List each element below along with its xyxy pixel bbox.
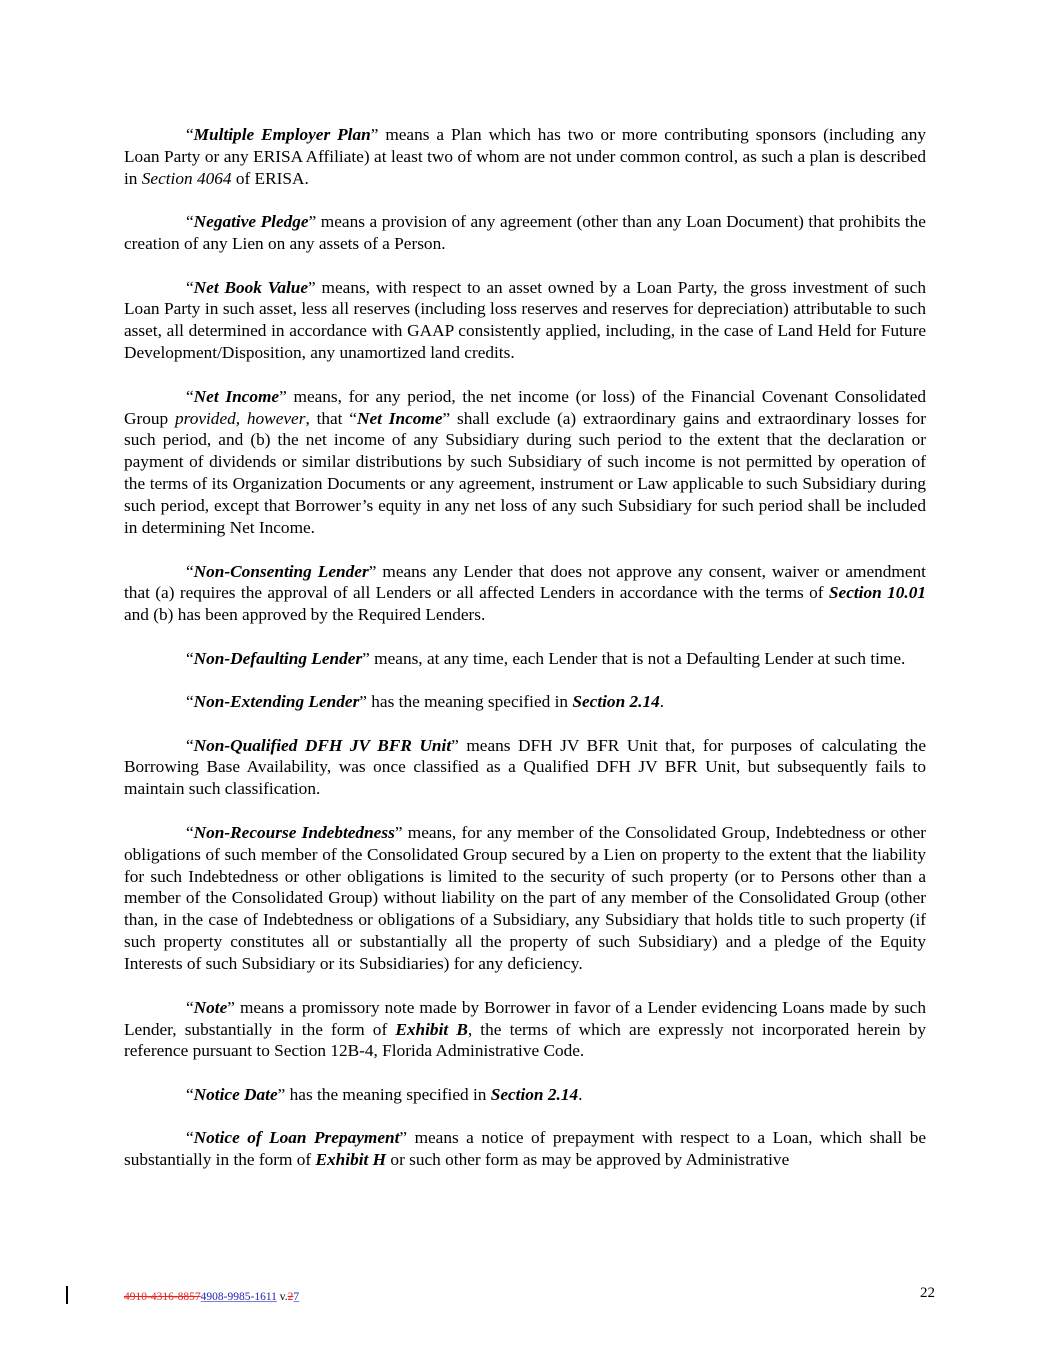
inserted-version: 7 (293, 1291, 300, 1303)
definition-text: means any Lender that does not approve any consent, waiver or amendment that (a) requires the approval of all Lenders or all affected Lenders in accordance with the terms of (124, 561, 926, 603)
defined-term: Notice Date (193, 1084, 278, 1104)
defined-term: Net Income (193, 386, 280, 406)
definition-text: means, for any period, the net income (or loss) of the Financial Covenant Consolidated Group (124, 386, 927, 428)
defined-term: Non-Consenting Lender (193, 561, 369, 581)
definition-text: , that “ (305, 408, 357, 428)
section-reference: Section 2.14 (572, 692, 660, 712)
definition-paragraph: “Non-Defaulting Lender” means, at any time, each Lender that is not a Defaulting Lender at such time. (186, 648, 906, 668)
definition-text: of ERISA. (231, 168, 309, 188)
page-number: 22 (920, 1285, 935, 1301)
italic-reference: Section 4064 (141, 168, 232, 188)
definition-text: means a Plan which has two or more contributing sponsors (including any Loan Party or any ERISA Affiliate) at least two of whom are not under common control, as such a plan is described in (124, 125, 927, 188)
defined-term: Net Book Value (193, 277, 309, 297)
document-id-footer (124, 1291, 299, 1303)
definition-paragraph: “Non-Consenting Lender” means any Lender that does not approve any consent, waiver or amendment that (a) requires the approval of all Lenders or all affected Lenders in accordance with the terms of Section 10.01 and (b) has been approved by the Required Lenders. (124, 561, 926, 625)
defined-term: Non-Defaulting Lender (193, 648, 363, 668)
definition-text: means a notice of prepayment with respect to a Loan, which shall be substantially in the form of (124, 1128, 927, 1170)
italic-reference: provided, however (174, 408, 306, 428)
definition-text: means a provision of any agreement (other than any Loan Document) that prohibits the creation of any Lien on any assets of a Person. (124, 212, 926, 254)
section-reference: Section 10.01 (828, 583, 926, 603)
definition-text: means, at any time, each Lender that is not a Defaulting Lender at such time. (369, 648, 906, 668)
defined-term: Note (193, 997, 228, 1017)
definition-paragraph: “Net Book Value” means, with respect to an asset owned by a Loan Party, the gross investment of such Loan Party in such asset, less all reserves (including loss reserves and reserves for depreciation) attributable to such asset, all determined in accordance with GAAP consistently applied, including, in the case of Land Held for Future Development/Disposition, any unamortized land credits. (124, 277, 926, 363)
definition-text: means, for any member of the Consolidated Group, Indebtedness or other obligations of such member of the Consolidated Group secured by a Lien on property to the extent that the liability for such Indebtedness or other obligations is limited to the security of such property (or to Persons other than a member of the Consolidated Group) without liability on the part of any member of the Consolidated Group (other than, in the case of Indebtedness or obligations of a Subsidiary, any Subsidiary that holds title to such property (if such property constitutes all or substantially all the property of such Subsidiary) and a pledge of the Equity Interests of such Subsidiary or its Subsidiaries) for any deficiency. (124, 822, 926, 974)
defined-term: Non-Recourse Indebtedness (193, 822, 395, 842)
definition-text: means DFH JV BFR Unit that, for purposes of calculating the Borrowing Base Availability, was once classified as a Qualified DFH JV BFR Unit, but subsequently fails to maintain such classification. (124, 735, 926, 799)
definition-text: , the terms of which are expressly not incorporated herein by reference pursuant to Section 12B-4, Florida Administrative Code. (124, 1019, 926, 1061)
definition-paragraph: “Notice of Loan Prepayment” means a notice of prepayment with respect to a Loan, which shall be substantially in the form of Exhibit H or such other form as may be approved by Administrative (124, 1128, 927, 1170)
section-reference: Exhibit B (395, 1019, 468, 1039)
definition-text: has the meaning specified in (285, 1084, 491, 1104)
definition-paragraph: “Non-Qualified DFH JV BFR Unit” means DFH JV BFR Unit that, for purposes of calculating the Borrowing Base Availability, was once classified as a Qualified DFH JV BFR Unit, but subsequently fails to maintain such classification. (124, 735, 926, 799)
definition-text: . (659, 692, 665, 712)
section-reference: Net Income (356, 408, 443, 428)
definition-text: has the meaning specified in (366, 692, 573, 712)
definition-text: means a promissory note made by Borrower in favor of a Lender evidencing Loans made by such Lender, substantially in the form of (124, 997, 926, 1039)
definition-paragraph: “Negative Pledge” means a provision of any agreement (other than any Loan Document) that prohibits the creation of any Lien on any assets of a Person. (124, 212, 926, 254)
deleted-doc-id: 4910-4316-8857 (124, 1291, 201, 1303)
deleted-version: 2 (287, 1291, 294, 1303)
section-reference: Exhibit H (315, 1150, 387, 1170)
definition-paragraph: “Note” means a promissory note made by Borrower in favor of a Lender evidencing Loans made by such Lender, substantially in the form of Exhibit B, the terms of which are expressly not incorporated herein by reference pursuant to Section 12B-4, Florida Administrative Code. (124, 997, 926, 1061)
section-reference: Section 2.14 (490, 1084, 579, 1104)
defined-term: Negative Pledge (193, 212, 309, 232)
change-bar (66, 1286, 68, 1304)
defined-term: Non-Qualified DFH JV BFR Unit (193, 735, 452, 755)
version-prefix: v. (276, 1291, 288, 1303)
definition-paragraph: “Multiple Employer Plan” means a Plan which has two or more contributing sponsors (including any Loan Party or any ERISA Affiliate) at least two of whom are not under common control, as such a plan is described in Section 4064 of ERISA. (124, 125, 927, 188)
definition-text: means, with respect to an asset owned by a Loan Party, the gross investment of such Loan Party in such asset, less all reserves (including loss reserves and reserves for depreciation) attributable to such asset, all determined in accordance with GAAP consistently applied, including, in the case of Land Held for Future Development/Disposition, any unamortized land credits. (124, 277, 926, 363)
definition-paragraph: “Non-Recourse Indebtedness” means, for any member of the Consolidated Group, Indebtedness or other obligations of such member of the Consolidated Group secured by a Lien on property to the extent that the liability for such Indebtedness or other obligations is limited to the security of such property (or to Persons other than a member of the Consolidated Group) without liability on the part of any member of the Consolidated Group (other than, in the case of Indebtedness or obligations of a Subsidiary, any Subsidiary that holds title to such property (if such property constitutes all or substantially all the property of such Subsidiary) and a pledge of the Equity Interests of such Subsidiary or its Subsidiaries) for any deficiency. (124, 822, 926, 974)
definition-paragraph: “Net Income” means, for any period, the net income (or loss) of the Financial Covenant Consolidated Group provided, however, that “Net Income” shall exclude (a) extraordinary gains and extraordinary losses for such period, and (b) the net income of any Subsidiary during such period to the extent that the declaration or payment of dividends or similar distributions by such Subsidiary of such income is not permitted by operation of the terms of its Organization Documents or any agreement, instrument or Law applicable to such Subsidiary during such period, except that Borrower’s equity in any net loss of any such Subsidiary for such period shall be included in determining Net Income. (124, 386, 927, 538)
document-body (124, 124, 926, 1193)
defined-term: Notice of Loan Prepayment (193, 1128, 400, 1148)
definition-text: or such other form as may be approved by Administrative (386, 1150, 790, 1170)
inserted-doc-id: 4908-9985-1611 (200, 1291, 277, 1303)
definition-text: . (578, 1084, 583, 1104)
definition-paragraph: “Notice Date” has the meaning specified in Section 2.14. (186, 1084, 583, 1104)
definition-text: and (b) has been approved by the Required Lenders. (124, 605, 486, 625)
defined-term: Multiple Employer Plan (193, 125, 371, 144)
definition-text: ” shall exclude (a) extraordinary gains and extraordinary losses for such period, and (b) the net income of any Subsidiary during such period to the extent that the declaration or payment of dividends or similar distributions by such Subsidiary of such income is not permitted by operation of the terms of its Organization Documents or any agreement, instrument or Law applicable to such Subsidiary during such period, except that Borrower’s equity in any net loss of any such Subsidiary for such period shall be included in determining Net Income. (124, 408, 927, 538)
definition-paragraph: “Non-Extending Lender” has the meaning specified in Section 2.14. (186, 692, 665, 712)
defined-term: Non-Extending Lender (193, 692, 360, 712)
